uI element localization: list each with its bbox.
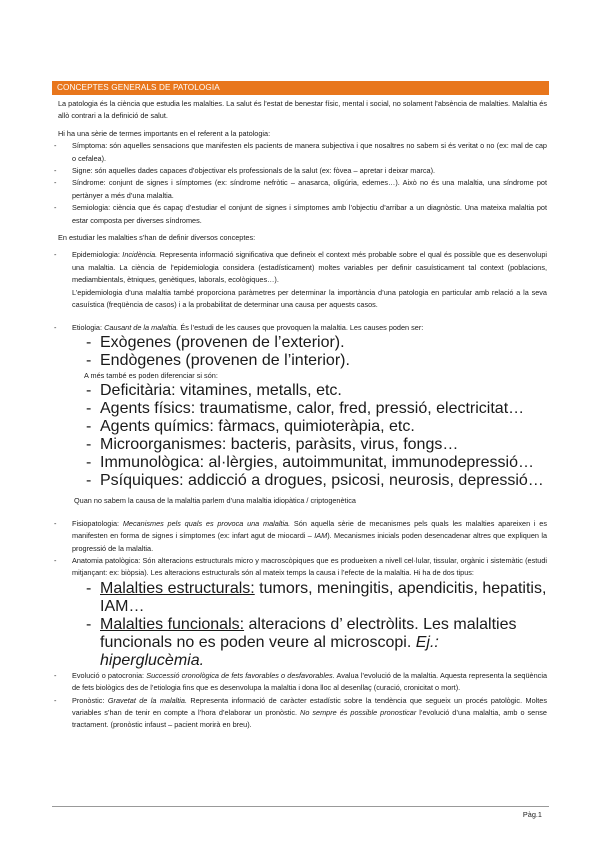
term-item-simptoma: - Símptoma: són aquelles sensacions que manifesten els pacients de manera subjectiva i que nosaltres no sabem si és veritat o no (ex: mal de cap o cefalea). <box>54 141 547 163</box>
cause-type-item: - Agents físics: traumatisme, calor, fred, pressió, electricitat… <box>86 400 525 418</box>
cause-item: - Endògenes (provenen de l’interior). <box>86 351 350 369</box>
concept-fisiopatologia: - Fisiopatologia: Mecanismes pels quals es provoca una malaltia. Són aquella sèrie de mecanismes pels quals les malalties apareixen i es manifesten en forma de signes i símptomes (ex: infart agut de miocardi – IAM). Mecanismes inicials poden desencadenar altres que expliquen la progressió de la malaltia. <box>54 518 548 553</box>
idiopathic-note: Quan no sabem la causa de la malaltia parlem d’una malaltia idiopàtica / criptogenètica <box>74 496 356 506</box>
cause-item: - Exògenes (provenen de l’exterior). <box>86 333 345 351</box>
term-item-sindrome: - Síndrome: conjunt de signes i símptomes (ex: síndrome nefròtic – anasarca, oligúria, edemes…). Això no és una malaltia, una síndrome pot pertànyer a més d’una malaltia. <box>54 178 547 200</box>
cause-type-item: - Microorganismes: bacteris, paràsits, virus, fongs… <box>86 436 459 454</box>
term-item-semiologia: - Semiologia: ciència que és capaç d’estudiar el conjunt de signes i símptomes amb l’objectiu d’arribar a un diagnòstic. Una mateixa malaltia pot estar composta per diverses síndromes. <box>54 203 547 225</box>
concept-anatomia-patologica: - Anatomia patològica: Són alteracions estructurals micro y macroscòpiques que es produeixen a nivell cel·lular, tissular, orgànic i sistemàtic (estudi mitjançant: ex: biòpsia). Les alteracions estructurals són al mateix temps la causa i l’efecte de la malaltia. Hi ha de dos tipus: <box>54 555 547 578</box>
cause-type-item: - Deficitària: vitamines, metalls, etc. <box>86 382 342 400</box>
footer-divider <box>52 806 549 807</box>
intro-paragraph: La patologia és la ciència que estudia les malalties. La salut és l’estat de benestar físic, mental i social, no solament l’absència de malalties. Malaltia és allò contrari a la definició de salut. <box>58 99 547 121</box>
page-number: Pàg.1 <box>522 810 542 819</box>
cause-types-intro: A més també es poden diferenciar si són: <box>84 370 218 380</box>
concept-evolucio: - Evolució o patocronia: Successió cronològica de fets favorables o desfavorables. Avalua l’evolució de la malaltia. Aquesta representa la seqüència de fets biològics des de l’etiologia fins que es desenvolupa la malaltia i dona lloc al desenllaç (curació, cronicitat o mort). <box>54 670 547 693</box>
anatomia-type-item: - Malalties funcionals: alteracions d’ electròlits. Les malalties funcionals no es poden veure al microscopi. Ej.: hiperglucèmia. <box>86 615 517 669</box>
document-body <box>0 98 600 732</box>
epidemiologia-paragraph-2: L’epidemiologia d’una malaltia també proporciona paràmetres per determinar la importància d’una patologia en particular amb relació a la seva casuística (freqüència de casos) i a la probabilitat de determinar una causa per aquests casos. <box>72 287 547 310</box>
term-item-signe: - Signe: són aquelles dades capaces d’objectivar els professionals de la salut (ex: fòvea – apretar i deixar marca). <box>54 166 436 176</box>
concept-etiologia: - Etiologia: Causant de la malaltia. És l’estudi de les causes que provoquen la malaltia. Les causes poden ser: <box>54 322 424 332</box>
cause-type-item: - Agents químics: fàrmacs, quimioteràpia, etc. <box>86 418 415 436</box>
concept-epidemiologia: - Epidemiologia: Incidència. Representa informació significativa que defineix el context més probable sobre el qual és possible que es desenvolupi una malaltia. La ciència de l’epidemiologia considera (estadísticament) moltes variables per definir casuísticament tal context (poblacions, mediambientals, ètniques, genètiques, laborals, ecològiques…). <box>54 250 547 285</box>
cause-type-item: - Psíquiques: addicció a drogues, psicosi, neurosis, depressió… <box>86 472 544 490</box>
cause-type-item: - Immunològica: al·lèrgies, autoimmunitat, immunodepressió… <box>86 454 534 472</box>
concept-pronostic: - Pronòstic: Gravetat de la malaltia. Representa informació de caràcter estadístic sobre la tendència que segueix un procés patològic. Moltes variables s’han de tenir en compte a l’hora d’elaborar un pronòstic. No sempre és possible pronosticar l’evolució d’una malaltia, amb o sense tractament. (pronòstic infaust – pacient morirà en breu). <box>54 695 547 730</box>
anatomia-type-item: - Malalties estructurals: tumors, meningitis, apendicitis, hepatitis, IAM… <box>86 579 547 615</box>
section-title: CONCEPTES GENERALS DE PATOLOGIA <box>52 81 549 95</box>
concepts-intro: En estudiar les malalties s’han de definir diversos conceptes: <box>58 233 256 243</box>
terms-intro: Hi ha una sèrie de termes importants en el referent a la patologia: <box>58 128 271 138</box>
